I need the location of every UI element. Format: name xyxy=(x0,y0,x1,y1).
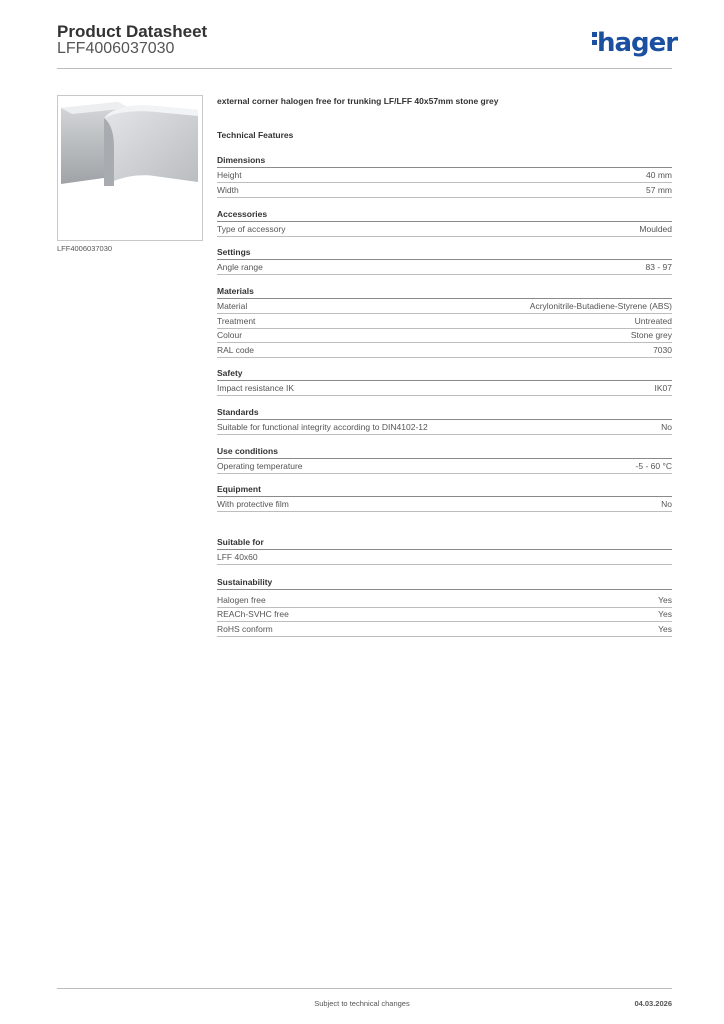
product-description: external corner halogen free for trunking LF/LFF 40x57mm stone grey xyxy=(217,96,499,106)
footer-date: 04.03.2026 xyxy=(634,999,672,1008)
spec-label: Halogen free xyxy=(217,595,266,605)
technical-features-heading: Technical Features xyxy=(217,130,294,140)
spec-row xyxy=(217,299,672,314)
spec-label: With protective film xyxy=(217,499,289,509)
spec-label: Type of accessory xyxy=(217,224,286,234)
spec-value: IK07 xyxy=(654,383,672,393)
image-caption: LFF4006037030 xyxy=(57,244,113,253)
spec-label: RoHS conform xyxy=(217,624,273,634)
spec-label: LFF 40x60 xyxy=(217,552,258,562)
spec-value: Stone grey xyxy=(630,330,672,340)
logo-colon-icon xyxy=(592,29,597,48)
corner-piece-icon xyxy=(58,96,202,240)
spec-value: Acrylonitrile-Butadiene-Styrene (ABS) xyxy=(529,301,672,311)
spec-row xyxy=(217,222,672,237)
spec-row xyxy=(217,550,672,565)
section-title-accessories: Accessories xyxy=(217,209,672,222)
spec-label: Width xyxy=(217,185,239,195)
spec-row xyxy=(217,343,672,358)
spec-value: Moulded xyxy=(639,224,672,234)
header-divider xyxy=(57,68,672,69)
spec-label: Suitable for functional integrity according to DIN4102-12 xyxy=(217,422,428,432)
spec-value: Yes xyxy=(658,609,672,619)
spec-row xyxy=(217,183,672,198)
spec-value: 40 mm xyxy=(646,170,672,180)
spec-row xyxy=(217,497,672,512)
spec-row xyxy=(217,260,672,275)
section-title-dimensions: Dimensions xyxy=(217,155,672,168)
section-title-materials: Materials xyxy=(217,286,672,299)
section-title-standards: Standards xyxy=(217,407,672,420)
spec-value: 57 mm xyxy=(646,185,672,195)
spec-row xyxy=(217,381,672,396)
spec-value: Yes xyxy=(658,595,672,605)
footer-note: Subject to technical changes xyxy=(314,999,410,1008)
spec-label: Treatment xyxy=(217,316,256,326)
product-image xyxy=(57,95,203,241)
spec-value: -5 - 60 °C xyxy=(635,461,672,471)
section-title-sustainability: Sustainability xyxy=(217,577,672,590)
spec-label: Colour xyxy=(217,330,243,340)
section-title-safety: Safety xyxy=(217,368,672,381)
page-title: Product Datasheet xyxy=(57,22,208,41)
section-title-use-conditions: Use conditions xyxy=(217,446,672,459)
spec-label: Impact resistance IK xyxy=(217,383,295,393)
section-title-suitable-for: Suitable for xyxy=(217,537,672,550)
spec-value: 7030 xyxy=(653,345,672,355)
section-title-equipment: Equipment xyxy=(217,484,672,497)
spec-row xyxy=(217,622,672,637)
section-title-settings: Settings xyxy=(217,247,672,260)
spec-label: Height xyxy=(217,170,242,180)
spec-label: Material xyxy=(217,301,248,311)
footer-divider xyxy=(57,988,672,989)
spec-value: Yes xyxy=(658,624,672,634)
spec-row xyxy=(217,459,672,474)
spec-row xyxy=(217,593,672,608)
hager-logo xyxy=(592,28,677,58)
spec-value: No xyxy=(661,499,672,509)
product-code: LFF4006037030 xyxy=(57,40,175,57)
logo-wordmark: hager xyxy=(597,28,678,58)
spec-value: Untreated xyxy=(634,316,672,326)
spec-label: REACh-SVHC free xyxy=(217,609,289,619)
spec-label: Angle range xyxy=(217,262,263,272)
spec-row xyxy=(217,420,672,435)
spec-row xyxy=(217,607,672,622)
spec-label: Operating temperature xyxy=(217,461,303,471)
spec-row xyxy=(217,314,672,329)
spec-row xyxy=(217,168,672,183)
spec-label: RAL code xyxy=(217,345,255,355)
spec-value: No xyxy=(661,422,672,432)
spec-row xyxy=(217,328,672,343)
spec-value: 83 - 97 xyxy=(645,262,672,272)
